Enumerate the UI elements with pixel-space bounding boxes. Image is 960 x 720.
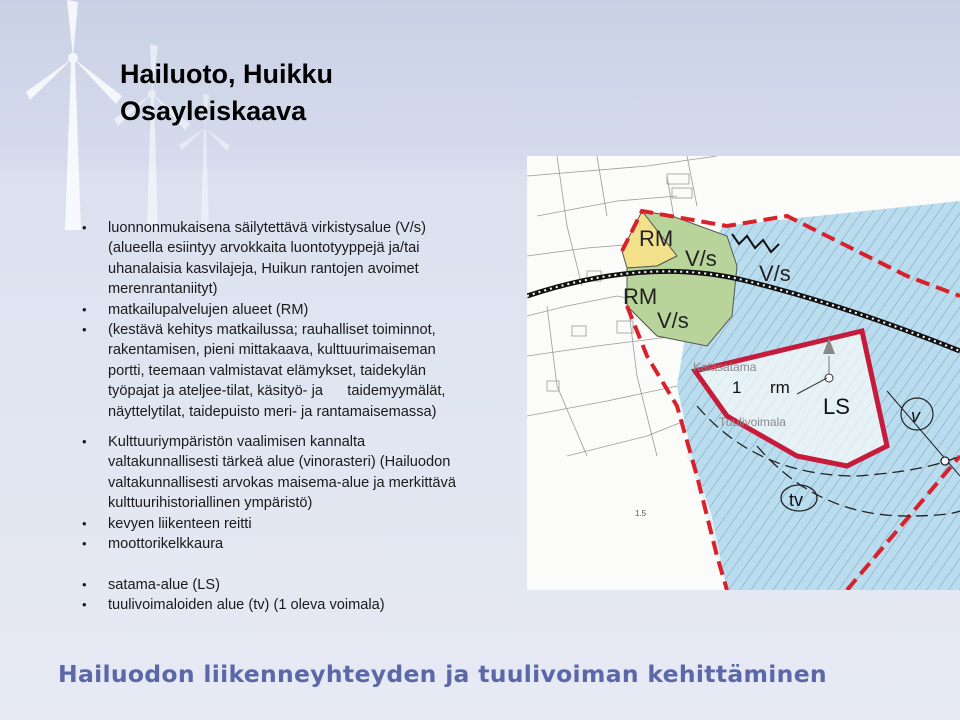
list-item: valtakunnallisesti tärkeä alue (vinorasteri) (Hailuodon [108, 454, 451, 471]
zoning-map [527, 156, 960, 590]
map-label-kalasatama: Kalasatama [693, 360, 757, 374]
list-item: rakentamisen, pieni mittakaava, kulttuurimaiseman [108, 342, 436, 359]
map-label-rm-top: RM [639, 226, 674, 251]
title-line-2: Osayleiskaava [120, 96, 307, 126]
list-item: • satama-alue (LS) [80, 575, 530, 595]
list-item: • (kestävä kehitys matkailussa; rauhalliset toiminnot, [80, 320, 530, 340]
zoning-map-svg [527, 156, 960, 590]
map-label-v: v [911, 406, 920, 426]
wind-turbine-icon [26, 0, 122, 230]
map-label-vs-top: V/s [685, 246, 717, 271]
title-line-1: Hailuoto, Huikku [120, 59, 334, 89]
page-title [120, 56, 333, 130]
route-marker [941, 457, 949, 465]
list-item: • Kulttuuriympäristön vaalimisen kannalta [80, 432, 530, 452]
footer-title: Hailuodon liikenneyhteyden ja tuulivoiman kehittäminen [58, 660, 827, 688]
list-item: näyttelytilat, taidepuisto meri- ja rantamaisemassa) [108, 403, 437, 420]
list-item: työpajat ja ateljee-tilat, käsityö- ja taidemyymälät, [108, 383, 446, 400]
list-item: portti, teemaan valmistavat elämykset, taidekylän [108, 362, 426, 379]
list-item: merenrantaniityt) [108, 281, 218, 298]
map-label-one: 1 [732, 378, 742, 397]
list-item: • tuulivoimaloiden alue (tv) (1 oleva voimala) [80, 595, 530, 615]
list-item: • moottorikelkkaura [80, 534, 530, 554]
list-item: kulttuurihistoriallinen ympäristö) [108, 495, 313, 512]
list-item: valtakunnallisesti arvokas maisema-alue ja merkittävä [108, 474, 456, 491]
map-label-vs-mid: V/s [657, 308, 689, 333]
list-item: (alueella esiintyy arvokkaita luontotyyppejä ja/tai [108, 240, 420, 257]
list-item: • matkailupalvelujen alueet (RM) [80, 300, 530, 320]
list-item: uhanalaisia kasvilajeja, Huikun rantojen avoimet [108, 260, 419, 277]
list-item: • kevyen liikenteen reitti [80, 514, 530, 534]
map-label-scale: 1.5 [635, 509, 647, 518]
list-item: • luonnonmukaisena säilytettävä virkistysalue (V/s) [80, 218, 530, 238]
map-label-tv: tv [789, 490, 804, 510]
map-label-ls: LS [823, 394, 850, 419]
map-label-vs-right: V/s [759, 261, 791, 286]
map-label-rm-small: rm [770, 378, 790, 397]
bullet-list [80, 218, 530, 615]
map-label-rm-mid: RM [623, 284, 658, 309]
map-label-tuulivoimala: Tuulivoimala [719, 415, 786, 429]
